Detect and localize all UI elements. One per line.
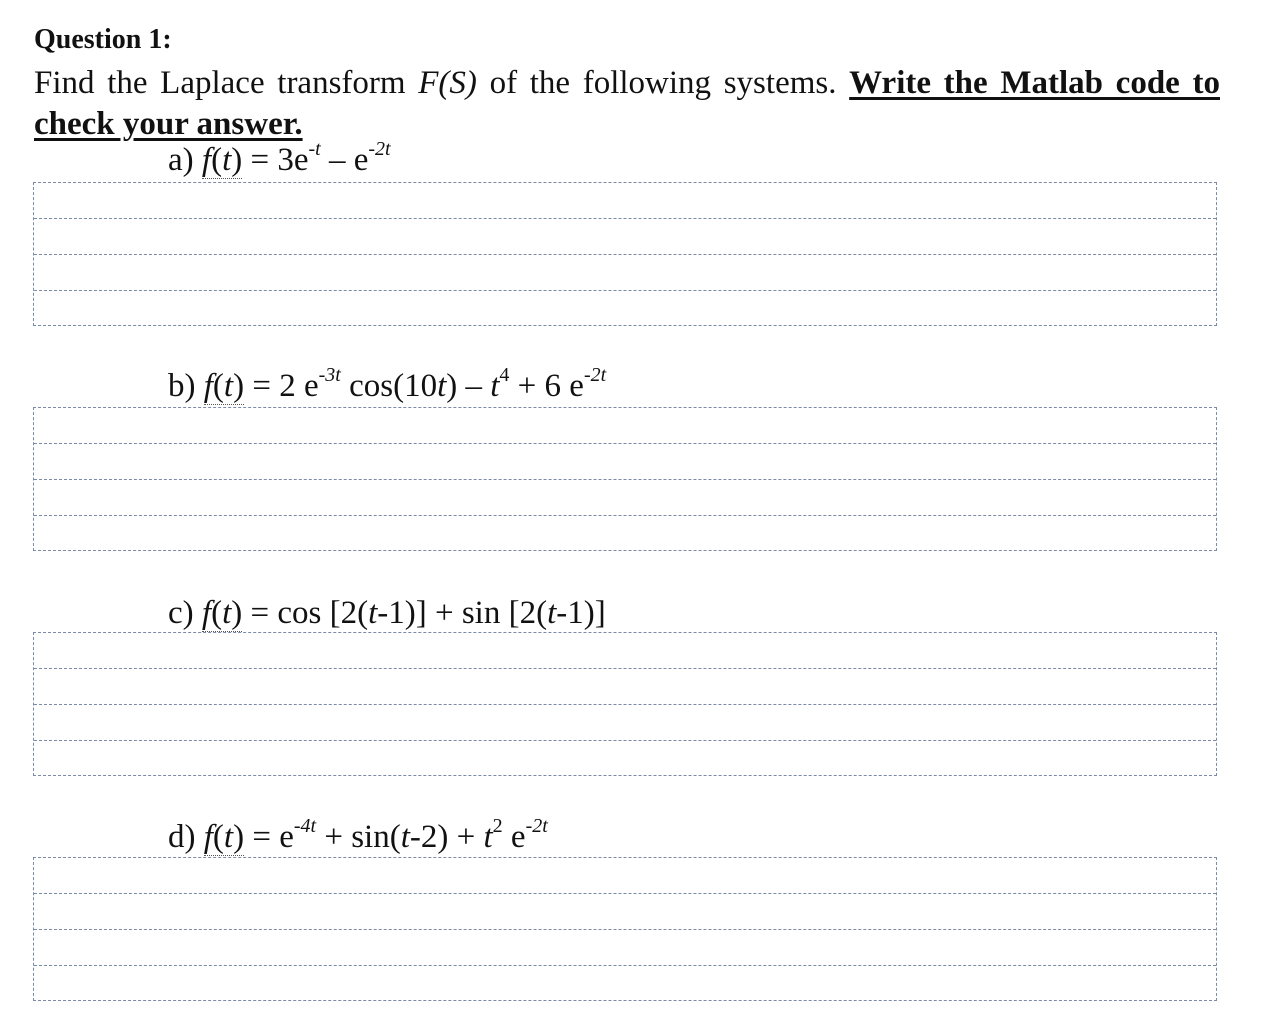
part-d-function: f(t) (203, 819, 245, 855)
instruction-text: Find the Laplace transform (34, 65, 419, 101)
answer-line (34, 218, 1216, 219)
part-c-answer-area[interactable] (33, 632, 1217, 776)
answer-line (34, 740, 1216, 741)
answer-line (34, 893, 1216, 894)
part-b-answer-area[interactable] (33, 407, 1217, 551)
answer-line (34, 668, 1216, 669)
answer-line (34, 479, 1216, 480)
question-heading: Question 1: (34, 24, 172, 55)
instruction-fs: F(S) (418, 65, 477, 101)
part-b-formula: b) f(t) = 2 $e^{-3t}$ $\cos(10t) - t^4 + 6$ $e^{-2t}$ (168, 364, 607, 404)
answer-line (34, 515, 1216, 516)
part-c-formula: c) f(t) = cos [2(t-1)] + sin [2(t-1)] (168, 595, 606, 631)
part-b-label: b) (168, 368, 196, 404)
answer-line (34, 254, 1216, 255)
part-c-label: c) (168, 595, 194, 631)
answer-line (34, 443, 1216, 444)
answer-line (34, 290, 1216, 291)
part-a-function: f(t) (201, 142, 243, 178)
part-d-formula: d) $f(t) = e^{-4t} + \sin(t-2) + t^2$ $e^{-2t}$ (168, 815, 548, 855)
part-d-answer-area[interactable] (33, 857, 1217, 1001)
answer-line (34, 704, 1216, 705)
part-a-label: a) (168, 142, 194, 178)
instruction-text-rest: of the following systems. (476, 65, 850, 101)
part-b-function: f(t) (203, 368, 245, 404)
part-c-function: f(t) (201, 595, 243, 631)
part-a-answer-area[interactable] (33, 182, 1217, 326)
question-instructions (34, 63, 1220, 145)
part-d-label: d) (168, 819, 196, 855)
instruction-emphasis: Write the Matlab code to check your answer. (34, 65, 1220, 142)
answer-line (34, 929, 1216, 930)
answer-line (34, 965, 1216, 966)
part-a-formula: a) $f(t) = 3e^{-t} - e^{-2t}$ (168, 138, 391, 178)
